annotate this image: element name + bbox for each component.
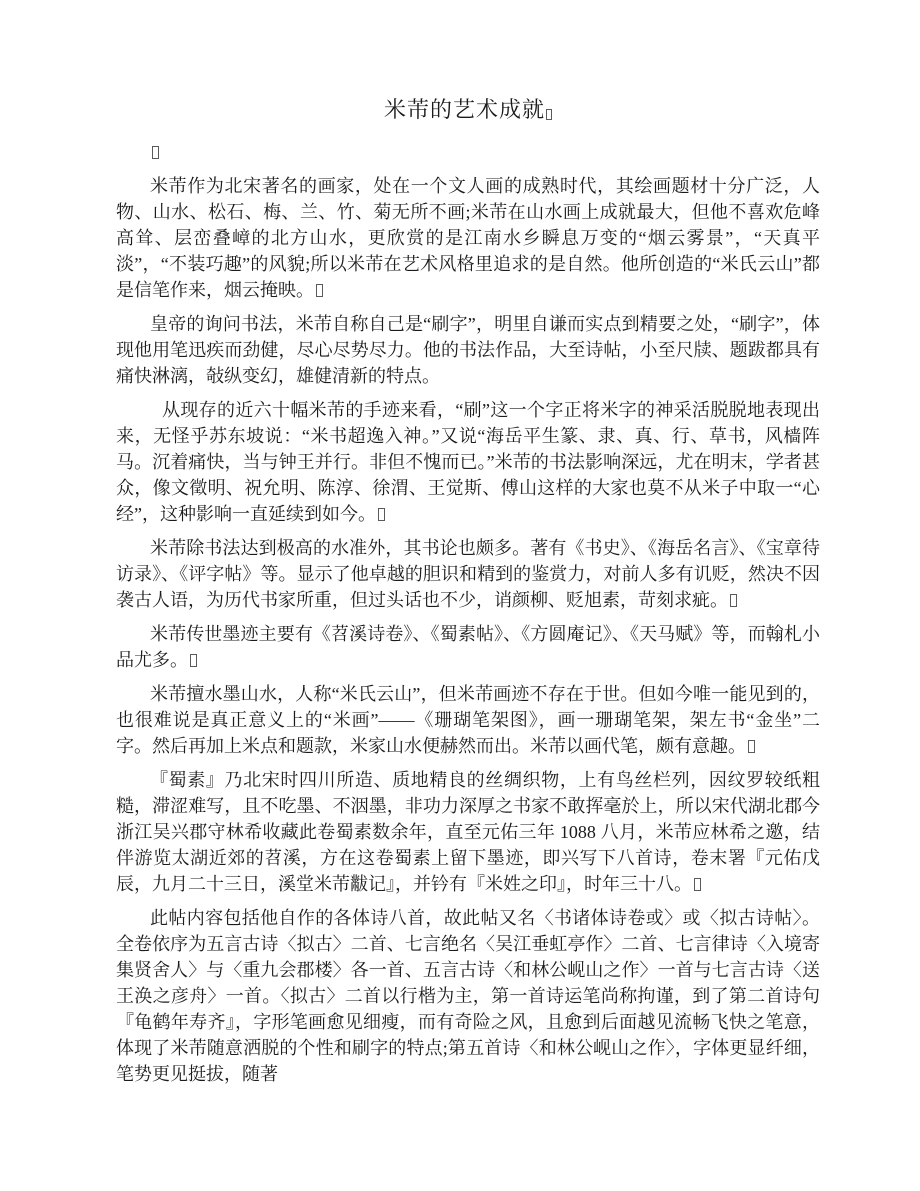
paragraph xyxy=(116,621,820,673)
paragraph-mark-icon xyxy=(730,594,737,607)
document-body xyxy=(116,139,820,1087)
paragraph-text: 米芾除书法达到极高的水准外，其书论也颇多。著有《书史》、《海岳名言》、《宝章待访录》、《评字帖》等。显示了他卓越的胆识和精到的鉴赏力，对前人多有讥贬，然决不因袭古人语，为历代书家所重，但过头话也不少，诮颜柳、贬旭素，苛刻求疵。 xyxy=(116,538,820,610)
paragraph xyxy=(116,397,820,527)
paragraph-text: 皇帝的询问书法，米芾自称自己是“刷字”，明里自谦而实点到精要之处，“刷字”，体现他用笔迅疾而劲健，尽心尽势尽力。他的书法作品，大至诗帖，小至尺牍、题跋都具有痛快淋漓，敧纵变幻，雄健清新的特点。 xyxy=(116,314,820,386)
page-title xyxy=(116,95,820,125)
page-title-text: 米芾的艺术成就 xyxy=(383,97,545,122)
paragraph-text: 从现存的近六十幅米芾的手迹来看，“刷”这一个字正将米字的神采活脱脱地表现出来，无怪乎苏东坡说：“米书超逸入神。”又说“海岳平生篆、隶、真、行、草书，风樯阵马。沉着痛快，当与钟王并行。非但不愧而已。”米芾的书法影响深远，尤在明末，学者甚众，像文徵明、祝允明、陈淳、徐渭、王觉斯、傅山这样的大家也莫不从米子中取一“心经”，这种影响一直延续到如今。 xyxy=(116,400,820,524)
paragraph xyxy=(116,535,820,613)
paragraph-mark-icon xyxy=(378,508,385,521)
paragraph-mark-icon xyxy=(190,654,197,667)
paragraph-text: 此帖内容包括他自作的各体诗八首，故此帖又名〈书诸体诗卷或〉或〈拟古诗帖〉。全卷依序为五言古诗〈拟古〉二首、七言绝名〈吴江垂虹亭作〉二首、七言律诗〈入境寄集贤舍人〉与〈重九会郡楼〉各一首、五言古诗〈和林公岘山之作〉一首与七言古诗〈送王涣之彦舟〉一首。〈拟古〉二首以行楷为主，第一首诗运笔尚称拘谨，到了第二首诗句『龟鹤年寿齐』，字形笔画愈见细瘦，而有奇险之风，且愈到后面越见流畅飞快之笔意，体现了米芾随意洒脱的个性和刷字的特点;第五首诗〈和林公岘山之作〉，字体更显纤细，笔势更见挺拔，随著 xyxy=(116,908,820,1084)
paragraph-text: 米芾作为北宋著名的画家，处在一个文人画的成熟时代，其绘画题材十分广泛，人物、山水、松石、梅、兰、竹、菊无所不画;米芾在山水画上成就最大，但他不喜欢危峰高耸、层峦叠嶂的北方山水，更欣赏的是江南水乡瞬息万变的“烟云雾景”，“天真平淡”，“不装巧趣”的风貌;所以米芾在艺术风格里追求的是自然。他所创造的“米氏云山”都是信笔作来，烟云掩映。 xyxy=(116,176,820,300)
paragraph-text: 米芾传世墨迹主要有《苕溪诗卷》、《蜀素帖》、《方圆庵记》、《天马赋》等，而翰札小品尤多。 xyxy=(116,624,820,670)
paragraph xyxy=(116,767,820,897)
paragraph xyxy=(116,173,820,303)
paragraph xyxy=(116,681,820,759)
paragraph-mark-icon xyxy=(748,740,755,753)
paragraph xyxy=(116,311,820,389)
paragraph xyxy=(116,905,820,1087)
paragraph-text: 『蜀素』乃北宋时四川所造、质地精良的丝绸织物，上有鸟丝栏列，因纹罗较纸粗糙，滞涩难写，且不吃墨、不洇墨，非功力深厚之书家不敢挥毫於上，所以宋代湖北郡今浙江吴兴郡守林希收藏此卷蜀素数余年，直至元佑三年 1088 八月，米芾应林希之邀，结伴游览太湖近郊的苕溪，方在这卷蜀素上留下墨迹，即兴写下八首诗，卷末署『元佑戊辰，九月二十三日，溪堂米芾黻记』，并钤有『米姓之印』，时年三十八。 xyxy=(116,770,820,894)
paragraph-mark-icon xyxy=(152,146,159,159)
paragraph-mark-icon xyxy=(694,878,701,891)
empty-paragraph xyxy=(116,139,820,165)
paragraph-mark-icon xyxy=(546,109,552,120)
paragraph-mark-icon xyxy=(316,284,323,297)
paragraph-text: 米芾擅水墨山水，人称“米氏云山”，但米芾画迹不存在于世。但如今唯一能见到的，也很难说是真正意义上的“米画”——《珊瑚笔架图》，画一珊瑚笔架，架左书“金坐”二字。然后再加上米点和题款，米家山水便赫然而出。米芾以画代笔，颇有意趣。 xyxy=(116,684,820,756)
